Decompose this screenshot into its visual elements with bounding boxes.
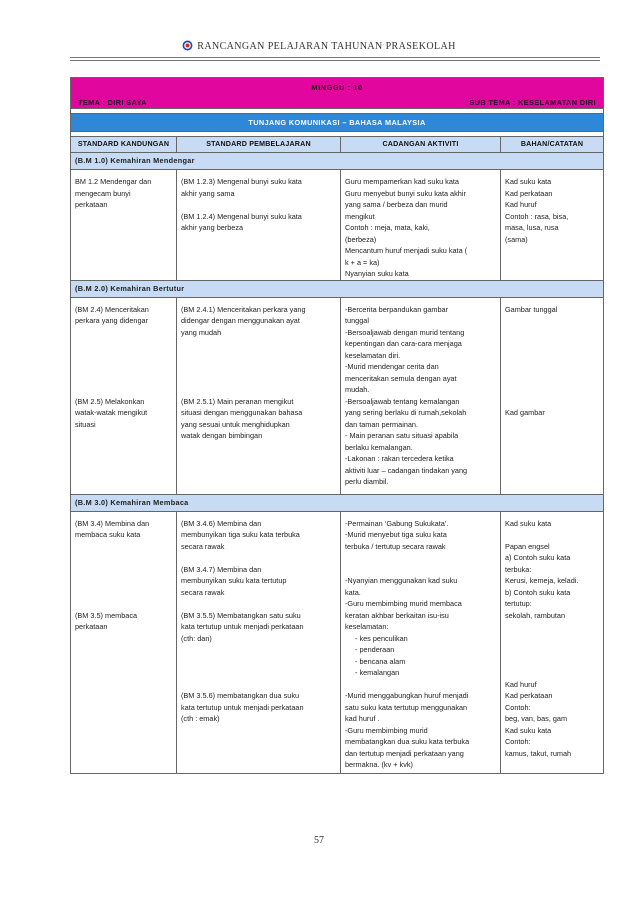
subtema-label: SUB TEMA : KESELAMATAN DIRI xyxy=(469,97,597,107)
text-line: secara rawak xyxy=(181,541,225,551)
list-item: - penderaan xyxy=(355,645,395,654)
text-line: sekolah, rambutan xyxy=(505,610,566,620)
column-header-row xyxy=(71,137,604,153)
column-header: BAHAN/CATATAN xyxy=(501,137,604,153)
text-line: bermakna. (kv + kvk) xyxy=(345,760,413,769)
text-line: dan taman permainan. xyxy=(345,419,419,429)
text-line: watak dengan bimbingan xyxy=(181,431,263,440)
ministry-logo-icon xyxy=(182,40,193,51)
text-line: perlu diambil. xyxy=(345,477,389,486)
text-line: (BM 3.4) Membina dan xyxy=(75,518,150,528)
text-line: didengar dengan menggunakan ayat xyxy=(181,316,300,325)
text-line: menceritakan semula dengan ayat xyxy=(345,373,457,383)
text-line: situasi dengan menggunakan bahasa xyxy=(181,408,303,417)
column-header: STANDARD KANDUNGAN xyxy=(71,137,177,153)
tema-label: TEMA : DIRI SAYA xyxy=(78,97,147,107)
text-line: yang mudah xyxy=(181,327,222,337)
text-line: tunggal xyxy=(345,316,369,325)
text-line: akhir yang berbeza xyxy=(181,223,244,232)
page-number: 57 xyxy=(314,835,324,846)
text-line: perkataan xyxy=(75,200,108,209)
text-line: yang sama / berbeza dan murid xyxy=(345,200,448,209)
text-line: mudah. xyxy=(345,385,370,394)
text-line: (BM 3.4.6) Membina dan xyxy=(181,518,262,528)
pembelajaran-cell xyxy=(177,511,341,773)
text-line: (BM 2.5.1) Main peranan mengikut xyxy=(181,396,294,406)
text-line: Kad suku kata xyxy=(505,518,552,528)
text-line: (BM 3.5.6) membatangkan dua suku xyxy=(181,691,300,700)
text-line: kamus, takut, rumah xyxy=(505,748,572,758)
text-line: membatangkan dua suku kata terbuka xyxy=(345,737,470,746)
text-line: (BM 1.2.3) Mengenal bunyi suku kata xyxy=(181,177,302,186)
aktiviti-cell xyxy=(341,170,501,281)
text-line: kad huruf . xyxy=(345,714,380,723)
text-line: -Guru membimbing murid membaca xyxy=(345,599,462,608)
section-title: (B.M 2.0) Kemahiran Bertutur xyxy=(75,283,185,293)
kandungan-cell xyxy=(71,511,177,773)
text-line: -Murid menggabungkan huruf menjadi xyxy=(345,691,469,700)
text-line: k + a = ka) xyxy=(345,257,380,267)
text-line: Kad huruf xyxy=(505,200,537,209)
text-line: (cth: dan) xyxy=(181,633,212,643)
column-header: CADANGAN AKTIVITI xyxy=(341,137,501,153)
text-line: perkataan xyxy=(75,622,108,631)
text-line: (cth : emak) xyxy=(181,714,220,723)
text-line: (BM 2.4.1) Menceritakan perkara yang xyxy=(181,304,306,314)
header-rule xyxy=(70,57,600,61)
kandungan-cell xyxy=(71,297,177,494)
text-line: satu suku kata tertutup menggunakan xyxy=(345,702,468,712)
text-line: tertutup: xyxy=(505,599,532,608)
text-line: Mencantum huruf menjadi suku kata ( xyxy=(345,246,468,255)
text-line: kepentingan dan cara-cara menjaga xyxy=(345,339,462,348)
list-item: - bencana alam xyxy=(355,656,406,666)
text-line: yang sering berlaku di rumah,sekolah xyxy=(345,408,467,417)
table-row xyxy=(71,297,604,494)
section-header-row xyxy=(71,494,604,511)
aktiviti-cell xyxy=(341,297,501,494)
text-line: (BM 3.5.5) Membatangkan satu suku xyxy=(181,610,301,620)
text-line: aktiviti luar – cadangan tindakan yang xyxy=(345,465,468,475)
list-item: - kes penculikan xyxy=(355,633,408,643)
text-line: Kad suku kata xyxy=(505,725,552,735)
text-line: Gambar tunggal xyxy=(505,304,558,314)
text-line: kata tertutup untuk menjadi perkataan xyxy=(181,702,304,712)
text-line: -Bersoaljawab dengan murid tentang xyxy=(345,327,465,337)
text-line: situasi xyxy=(75,419,96,429)
header-title: RANCANGAN PELAJARAN TAHUNAN PRASEKOLAH xyxy=(197,41,456,52)
text-line: (BM 3.5) membaca xyxy=(75,610,138,620)
list-item: - kemalangan xyxy=(355,668,400,677)
section-header-row xyxy=(71,280,604,297)
text-line: Kad suku kata xyxy=(505,177,552,186)
text-line: berlaku kemalangan. xyxy=(345,442,413,452)
text-line: kata tertutup untuk menjadi perkataan xyxy=(181,622,304,631)
text-line: mengecam bunyi xyxy=(75,188,131,198)
pembelajaran-cell xyxy=(177,297,341,494)
tunjang-label: TUNJANG KOMUNIKASI – BAHASA MALAYSIA xyxy=(71,114,604,132)
text-line: BM 1.2 Mendengar dan xyxy=(75,177,152,186)
text-line: Contoh : meja, mata, kaki, xyxy=(345,223,430,232)
text-line: (BM 3.4.7) Membina dan xyxy=(181,564,262,574)
text-line: (BM 1.2.4) Mengenal bunyi suku kata xyxy=(181,211,302,221)
aktiviti-cell xyxy=(341,511,501,773)
text-line: Kad perkataan xyxy=(505,691,553,700)
text-line: Nyanyian suku kata xyxy=(345,269,409,278)
text-line: Papan engsel xyxy=(505,541,550,551)
text-line: -Guru membimbing murid xyxy=(345,725,428,735)
text-line: dan tertutup menjadi perkataan yang xyxy=(345,748,464,758)
text-line: mengikut xyxy=(345,211,375,221)
text-line: membunyikan tiga suku kata terbuka xyxy=(181,530,300,539)
text-line: perkara yang didengar xyxy=(75,316,149,325)
page-header xyxy=(0,40,638,58)
text-line: Kerusi, kemeja, keladi. xyxy=(505,576,579,585)
text-line: -Bercerita berpandukan gambar xyxy=(345,304,449,314)
text-line: keselamatan diri. xyxy=(345,350,401,360)
text-line: Contoh: xyxy=(505,737,531,746)
text-line: masa, lusa, rusa xyxy=(505,223,559,232)
text-line: secara rawak xyxy=(181,587,225,597)
week-label: MINGGU : 10 xyxy=(311,83,363,92)
text-line: a) Contoh suku kata xyxy=(505,553,571,562)
lesson-plan-table xyxy=(70,77,604,774)
text-line: membunyikan suku kata tertutup xyxy=(181,576,287,585)
bahan-cell xyxy=(501,297,604,494)
kandungan-cell xyxy=(71,170,177,281)
text-line: Contoh: xyxy=(505,702,531,712)
text-line: yang sesuai untuk menghidupkan xyxy=(181,419,290,429)
text-line: Contoh : rasa, bisa, xyxy=(505,211,569,221)
text-line: (berbeza) xyxy=(345,234,377,244)
week-banner-row xyxy=(71,78,604,109)
text-line: -Permainan ‘Gabung Sukukata’. xyxy=(345,518,449,528)
text-line: Kad huruf xyxy=(505,679,537,689)
section-title: (B.M 1.0) Kemahiran Mendengar xyxy=(75,156,195,165)
text-line: (BM 2.5) Melakonkan xyxy=(75,396,145,406)
text-line: -Nyanyian menggunakan kad suku xyxy=(345,576,458,585)
text-line: keratan akhbar berkaitan isu-isu xyxy=(345,610,449,620)
text-line: Guru menyebut bunyi suku kata akhir xyxy=(345,188,466,198)
text-line: Kad perkataan xyxy=(505,188,553,198)
bahan-cell xyxy=(501,170,604,281)
table-row xyxy=(71,511,604,773)
section-title: (B.M 3.0) Kemahiran Membaca xyxy=(75,497,189,507)
text-line: Kad gambar xyxy=(505,408,545,417)
text-line: membaca suku kata xyxy=(75,530,141,539)
text-line: -Murid mendengar cerita dan xyxy=(345,362,439,371)
text-line: - Main peranan satu situasi apabila xyxy=(345,431,459,440)
text-line: Guru mempamerkan kad suku kata xyxy=(345,177,459,186)
text-line: -Murid menyebut tiga suku kata xyxy=(345,530,447,539)
text-line: akhir yang sama xyxy=(181,188,235,198)
text-line: -Lakonan : rakan tercedera ketika xyxy=(345,454,454,463)
table-row xyxy=(71,170,604,281)
text-line: kata. xyxy=(345,587,361,597)
bahan-cell xyxy=(501,511,604,773)
text-line: -Bersoaljawab tentang kemalangan xyxy=(345,396,460,406)
text-line: watak-watak mengikut xyxy=(75,408,148,417)
text-line: terbuka: xyxy=(505,564,532,574)
text-line: (BM 2.4) Menceritakan xyxy=(75,304,149,314)
text-line: terbuka / tertutup secara rawak xyxy=(345,541,446,551)
column-header: STANDARD PEMBELAJARAN xyxy=(177,137,341,153)
tunjang-row xyxy=(71,114,604,132)
text-line: beg, van, bas, gam xyxy=(505,714,568,723)
pembelajaran-cell xyxy=(177,170,341,281)
text-line: (sama) xyxy=(505,234,528,244)
text-line: keselamatan: xyxy=(345,622,389,631)
text-line: b) Contoh suku kata xyxy=(505,587,571,597)
section-header-row xyxy=(71,153,604,170)
